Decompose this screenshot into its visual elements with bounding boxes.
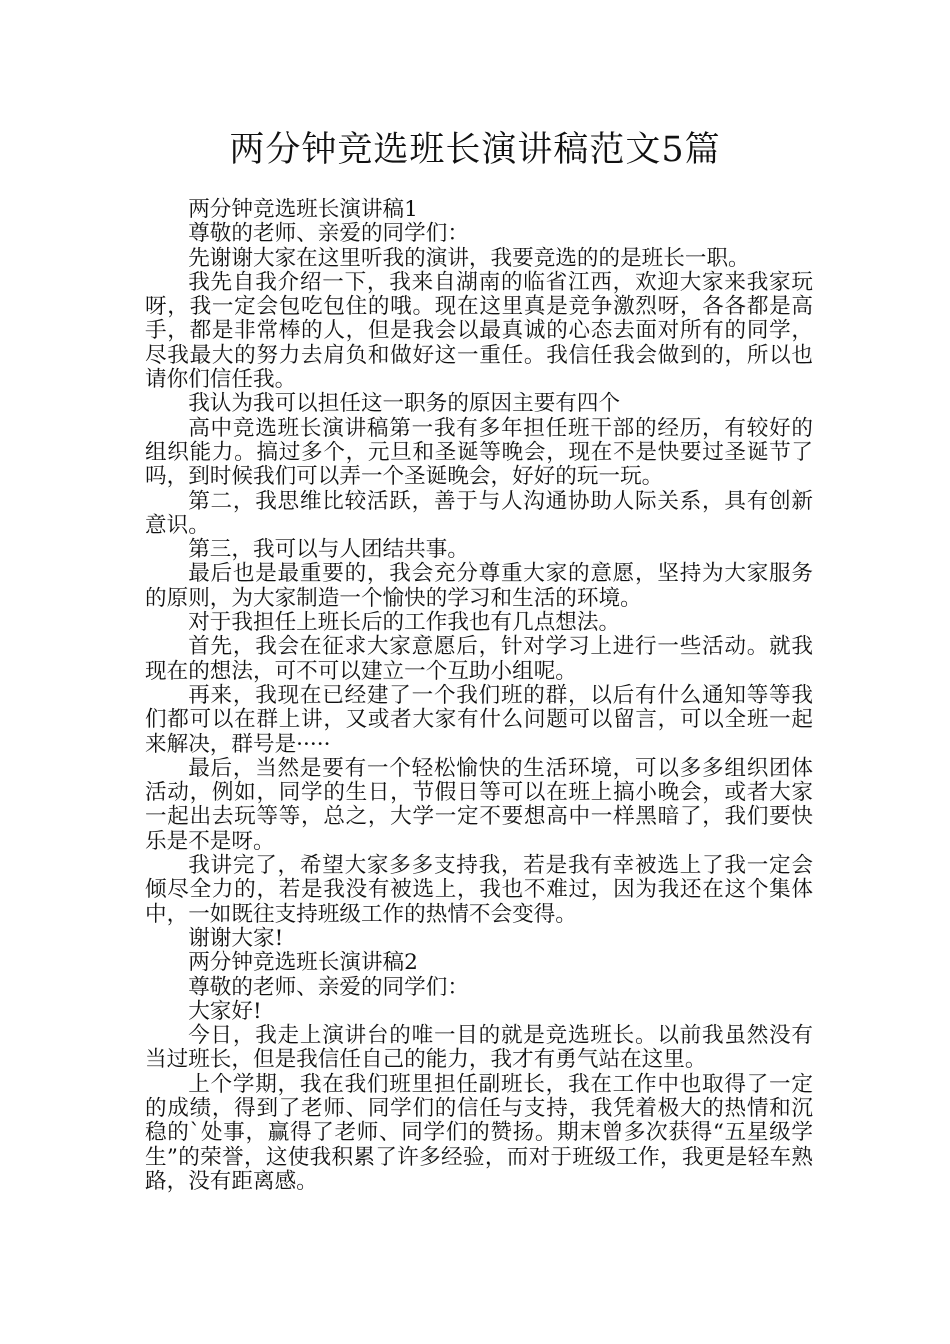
paragraph: 尊敬的老师、亲爱的同学们： — [188, 974, 469, 1000]
paragraph: 上个学期，我在我们班里担任副班长，我在工作中也取得了一定的成绩，得到了老师、同学们的信任与支持，我凭着极大的热情和沉稳的`处事，赢得了老师、同学们的赞扬。期末曾多次获得“五星级学生”的荣誉，这使我积累了许多经验，而对于班级工作，我更是轻车熟路，没有距离感。 — [145, 1071, 813, 1194]
paragraph: 先谢谢大家在这里听我的演讲，我要竞选的的是班长一职。 — [188, 245, 750, 271]
paragraph: 我先自我介绍一下，我来自湖南的临省江西，欢迎大家来我家玩呀，我一定会包吃包住的哦。现在这里真是竞争激烈呀，各各都是高手，都是非常棒的人，但是我会以最真诚的心态去面对所有的同学，尽我最大的努力去肩负和做好这一重任。我信任我会做到的，所以也请你们信任我。 — [145, 269, 813, 393]
paragraph: 最后也是最重要的，我会充分尊重大家的意愿，坚持为大家服务的原则，为大家制造一个愉快的学习和生活的环境。 — [145, 561, 813, 611]
paragraph: 第三，我可以与人团结共事。 — [188, 537, 469, 563]
paragraph: 今日，我走上演讲台的唯一目的就是竞选班长。以前我虽然没有当过班长，但是我信任自己的能力，我才有勇气站在这里。 — [145, 1023, 813, 1073]
paragraph: 谢谢大家! — [188, 925, 284, 951]
paragraph: 最后，当然是要有一个轻松愉快的生活环境，可以多多组织团体活动，例如，同学的生日，节假日等可以在班上搞小晚会，或者大家一起出去玩等等，总之，大学一定不要想高中一样黑暗了，我们要快乐是不是呀。 — [145, 755, 813, 854]
paragraph: 大家好! — [188, 998, 262, 1024]
paragraph: 我认为我可以担任这一职务的原因主要有四个 — [188, 391, 621, 417]
paragraph: 尊敬的老师、亲爱的同学们： — [188, 221, 469, 247]
paragraph: 我讲完了，希望大家多多支持我，若是我有幸被选上了我一定会倾尽全力的，若是我没有被选上，我也不难过，因为我还在这个集体中，一如既往支持班级工作的热情不会变得。 — [145, 853, 813, 927]
paragraph: 对于我担任上班长后的工作我也有几点想法。 — [188, 610, 621, 636]
document-title: 两分钟竞选班长演讲稿范文5篇 — [229, 130, 721, 170]
paragraph: 高中竞选班长演讲稿第一我有多年担任班干部的经历，有较好的组织能力。搞过多个，元旦和圣诞等晚会，现在不是快要过圣诞节了吗，到时候我们可以弄一个圣诞晚会，好好的玩一玩。 — [145, 415, 813, 490]
paragraph: 两分钟竞选班长演讲稿2 — [188, 950, 418, 976]
paragraph: 首先，我会在征求大家意愿后，针对学习上进行一些活动。就我现在的想法，可不可以建立一个互助小组呢。 — [145, 634, 813, 684]
paragraph: 两分钟竞选班长演讲稿1 — [188, 197, 418, 222]
document-body — [145, 198, 813, 1194]
paragraph: 第二，我思维比较活跃，善于与人沟通协助人际关系，具有创新意识。 — [145, 488, 813, 538]
paragraph: 再来，我现在已经建了一个我们班的群，以后有什么通知等等我们都可以在群上讲，又或者大家有什么问题可以留言，可以全班一起来解决，群号是····· — [145, 682, 813, 757]
